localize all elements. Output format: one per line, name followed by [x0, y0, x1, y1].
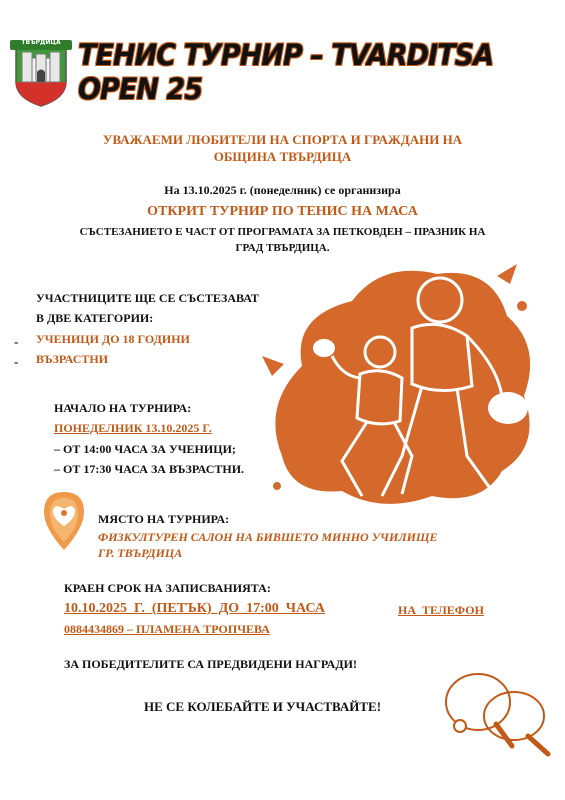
prizes-text: ЗА ПОБЕДИТЕЛИТЕ СА ПРЕДВИДЕНИ НАГРАДИ!	[64, 657, 357, 671]
paddles-ball-icon	[438, 666, 556, 760]
category-item-students: УЧЕНИЦИ ДО 18 ГОДИНИ	[36, 332, 190, 346]
organized-text: На 13.10.2025 г. (понеделник) се организира	[164, 183, 401, 197]
venue-line1: ФИЗКУЛТУРЕН САЛОН НА БИВШЕТО МИННО УЧИЛИЩЕ	[98, 530, 438, 544]
start-heading: НАЧАЛО НА ТУРНИРА:	[54, 401, 192, 415]
start-students: – ОТ 14:00 ЧАСА ЗА УЧЕНИЦИ;	[54, 442, 236, 456]
program-line1: СЪСТЕЗАНИЕТО Е ЧАСТ ОТ ПРОГРАМАТА ЗА ПЕТКОВДЕН – ПРАЗНИК НА	[79, 226, 486, 238]
deadline-date: 10.10.2025 Г. (ПЕТЪК) ДО 17:00 ЧАСА	[64, 601, 325, 616]
greeting-line1: УВАЖАЕМИ ЛЮБИТЕЛИ НА СПОРТА И ГРАЖДАНИ НА	[102, 132, 463, 147]
cta-text: НЕ СЕ КОЛЕБАЙТЕ И УЧАСТВАЙТЕ!	[144, 699, 382, 714]
category-item-adults: ВЪЗРАСТНИ	[36, 352, 109, 366]
town-crest-icon	[10, 36, 72, 108]
venue-heading: МЯСТО НА ТУРНИРА:	[98, 512, 230, 526]
program-line2: ГРАД ТВЪРДИЦА.	[235, 242, 330, 254]
list-bullet: -	[14, 334, 19, 349]
list-bullet: -	[14, 354, 19, 369]
categories-heading-line2: В ДВЕ КАТЕГОРИИ:	[36, 311, 154, 325]
greeting-line2: ОБЩИНА ТВЪРДИЦА	[213, 149, 352, 164]
start-date: ПОНЕДЕЛНИК 13.10.2025 Г.	[54, 421, 212, 435]
page-title: ТЕНИС ТУРНИР – TVARDITSA OPEN 25	[78, 38, 494, 106]
deadline-phone: 0884434869 – ПЛАМЕНА ТРОПЧЕВА	[64, 622, 270, 636]
location-heart-icon	[40, 488, 88, 552]
deadline-phone-prefix: НА ТЕЛЕФОН	[398, 603, 484, 617]
start-adults: – ОТ 17:30 ЧАСА ЗА ВЪЗРАСТНИ.	[54, 462, 245, 476]
event-name: ОТКРИТ ТУРНИР ПО ТЕНИС НА МАСА	[147, 204, 418, 219]
categories-heading-line1: УЧАСТНИЦИТЕ ЩЕ СЕ СЪСТЕЗАВАТ	[36, 291, 259, 305]
venue-line2: ГР. ТВЪРДИЦА	[98, 546, 183, 560]
crest-banner: ТВЪРДИЦА	[21, 39, 61, 46]
table-tennis-players-icon	[262, 256, 544, 514]
deadline-heading: КРАЕН СРОК НА ЗАПИСВАНИЯТА:	[64, 581, 271, 595]
